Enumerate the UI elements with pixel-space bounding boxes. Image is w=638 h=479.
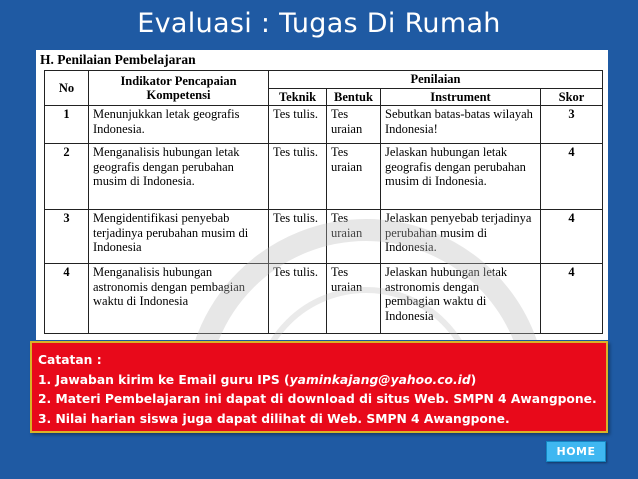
cell-bentuk: Tes uraian [327, 106, 381, 144]
header-penilaian: Penilaian [269, 71, 603, 89]
table-row [45, 264, 603, 334]
cell-teknik: Tes tulis. [269, 264, 327, 334]
section-heading: H. Penilaian Pembelajaran [40, 52, 196, 67]
cell-skor: 4 [541, 264, 603, 334]
note-download: 2. Materi Pembelajaran ini dapat di download di situs Web. SMPN 4 Awangpone. [38, 392, 597, 406]
cell-no: 4 [45, 264, 89, 334]
cell-indikator: Menganalisis hubungan letak geografis dengan perubahan musim di Indonesia. [89, 144, 269, 210]
cell-instrument: Sebutkan batas-batas wilayah Indonesia! [381, 106, 541, 144]
cell-bentuk: Tes uraian [327, 210, 381, 264]
notes-box [30, 341, 608, 433]
header-instrument: Instrument [381, 88, 541, 106]
cell-instrument: Jelaskan penyebab terjadinya perubahan musim di Indonesia. [381, 210, 541, 264]
cell-indikator: Mengidentifikasi penyebab terjadinya perubahan musim di Indonesia [89, 210, 269, 264]
notes-heading: Catatan : [38, 353, 102, 367]
cell-instrument: Jelaskan hubungan letak geografis dengan perubahan musim di Indonesia. [381, 144, 541, 210]
slide-title: Evaluasi : Tugas Di Rumah [137, 8, 501, 39]
cell-skor: 4 [541, 210, 603, 264]
cell-skor: 4 [541, 144, 603, 210]
home-button[interactable]: HOME [546, 441, 606, 462]
header-bentuk: Bentuk [327, 88, 381, 106]
cell-teknik: Tes tulis. [269, 106, 327, 144]
cell-no: 1 [45, 106, 89, 144]
header-indikator: Indikator Pencapaian Kompetensi [89, 71, 269, 106]
assessment-document [36, 50, 608, 340]
note-email-prefix: 1. Jawaban kirim ke Email guru IPS ( [38, 372, 290, 387]
cell-skor: 3 [541, 106, 603, 144]
assessment-table [44, 70, 603, 334]
cell-teknik: Tes tulis. [269, 144, 327, 210]
table-row [45, 144, 603, 210]
cell-indikator: Menganalisis hubungan astronomis dengan pembagian waktu di Indonesia [89, 264, 269, 334]
cell-indikator: Menunjukkan letak geografis Indonesia. [89, 106, 269, 144]
header-skor: Skor [541, 88, 603, 106]
email-link[interactable]: yaminkajang@yahoo.co.id [289, 372, 471, 387]
cell-bentuk: Tes uraian [327, 264, 381, 334]
table-header-row [45, 71, 603, 89]
cell-bentuk: Tes uraian [327, 144, 381, 210]
cell-no: 3 [45, 210, 89, 264]
cell-no: 2 [45, 144, 89, 210]
cell-teknik: Tes tulis. [269, 210, 327, 264]
note-email [38, 371, 600, 391]
table-row [45, 210, 603, 264]
note-email-suffix: ) [470, 372, 477, 387]
cell-instrument: Jelaskan hubungan letak astronomis dengan pembagian waktu di Indonesia [381, 264, 541, 334]
note-grades: 3. Nilai harian siswa juga dapat dilihat di Web. SMPN 4 Awangpone. [38, 411, 510, 426]
header-no: No [45, 71, 89, 106]
table-row [45, 106, 603, 144]
header-teknik: Teknik [269, 88, 327, 106]
